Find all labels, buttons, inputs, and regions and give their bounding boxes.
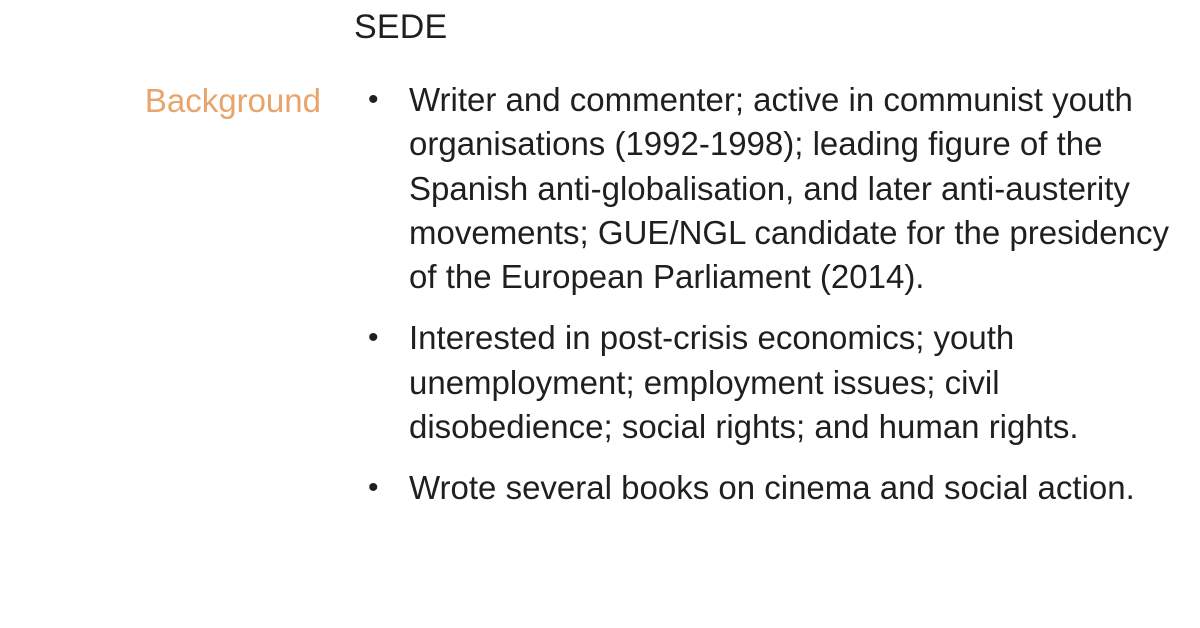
bullet-icon: • xyxy=(368,321,379,355)
bullet-icon: • xyxy=(368,471,379,505)
list-item xyxy=(364,78,1186,299)
bullet-text: Writer and commenter; active in communist youth organisations (1992-1998); leading figure of the Spanish anti-globalisation, and later anti-austerity movements; GUE/NGL candidate for the presidency of the European Parliament (2014). xyxy=(409,81,1169,296)
list-item xyxy=(364,316,1186,449)
bullet-icon: • xyxy=(368,83,379,116)
bullet-list xyxy=(364,78,1186,528)
list-item xyxy=(364,466,1186,510)
page-heading: SEDE xyxy=(354,8,448,46)
section-label-background: Background xyxy=(144,82,321,119)
bullet-text: Interested in post-crisis economics; youth unemployment; employment issues; civil disobedience; social rights; and human rights. xyxy=(409,319,1079,446)
bullet-text: Wrote several books on cinema and social action. xyxy=(409,469,1135,507)
